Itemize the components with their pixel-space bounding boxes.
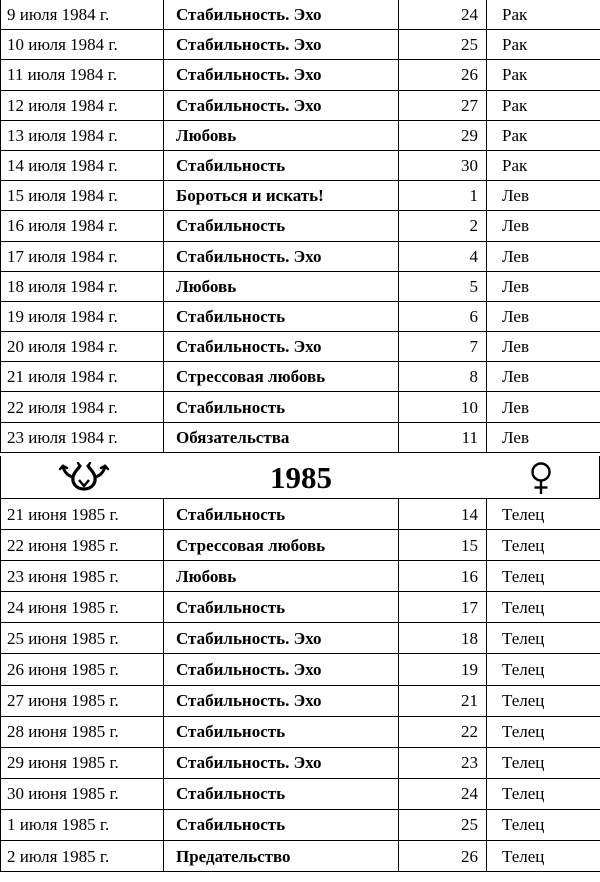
table-row xyxy=(1,747,600,778)
number-cell: 29 xyxy=(399,120,487,150)
number-cell: 18 xyxy=(399,623,487,654)
table-row xyxy=(1,332,600,362)
date-cell: 22 июля 1984 г. xyxy=(1,392,164,422)
number-cell: 25 xyxy=(399,809,487,840)
date-cell: 26 июня 1985 г. xyxy=(1,654,164,685)
date-cell: 13 июля 1984 г. xyxy=(1,120,164,150)
description-cell: Любовь xyxy=(164,271,399,301)
zodiac-cell: Телец xyxy=(487,623,600,654)
number-cell: 10 xyxy=(399,392,487,422)
zodiac-cell: Рак xyxy=(487,30,600,60)
number-cell: 6 xyxy=(399,301,487,331)
table-row xyxy=(1,592,600,623)
date-cell: 25 июня 1985 г. xyxy=(1,623,164,654)
date-cell: 1 июля 1985 г. xyxy=(1,809,164,840)
zodiac-cell: Лев xyxy=(487,181,600,211)
description-cell: Стабильность. Эхо xyxy=(164,60,399,90)
zodiac-cell: Телец xyxy=(487,592,600,623)
table-row xyxy=(1,150,600,180)
number-cell: 22 xyxy=(399,716,487,747)
description-cell: Стабильность xyxy=(164,150,399,180)
number-cell: 23 xyxy=(399,747,487,778)
number-cell: 16 xyxy=(399,561,487,592)
zodiac-cell: Телец xyxy=(487,561,600,592)
number-cell: 5 xyxy=(399,271,487,301)
zodiac-cell: Лев xyxy=(487,362,600,392)
table-row xyxy=(1,60,600,90)
date-cell: 14 июля 1984 г. xyxy=(1,150,164,180)
table-row xyxy=(1,716,600,747)
date-cell: 15 июля 1984 г. xyxy=(1,181,164,211)
date-cell: 20 июля 1984 г. xyxy=(1,332,164,362)
table-row xyxy=(1,561,600,592)
number-cell: 25 xyxy=(399,30,487,60)
table-row xyxy=(1,841,600,872)
table-row xyxy=(1,90,600,120)
table-row xyxy=(1,778,600,809)
description-cell: Стабильность. Эхо xyxy=(164,90,399,120)
number-cell: 11 xyxy=(399,422,487,452)
description-cell: Бороться и искать! xyxy=(164,181,399,211)
table-row xyxy=(1,654,600,685)
zodiac-cell: Телец xyxy=(487,499,600,530)
description-cell: Стабильность xyxy=(164,301,399,331)
description-cell: Стрессовая любовь xyxy=(164,362,399,392)
zodiac-cell: Телец xyxy=(487,809,600,840)
number-cell: 15 xyxy=(399,530,487,561)
zodiac-cell: Лев xyxy=(487,392,600,422)
zodiac-cell: Телец xyxy=(487,530,600,561)
table-row xyxy=(1,422,600,452)
number-cell: 26 xyxy=(399,841,487,872)
number-cell: 24 xyxy=(399,778,487,809)
description-cell: Любовь xyxy=(164,120,399,150)
zodiac-cell: Рак xyxy=(487,90,600,120)
description-cell: Стабильность. Эхо xyxy=(164,0,399,30)
description-cell: Стабильность. Эхо xyxy=(164,241,399,271)
table-row xyxy=(1,685,600,716)
description-cell: Стабильность. Эхо xyxy=(164,332,399,362)
table-row xyxy=(1,301,600,331)
date-cell: 23 июля 1984 г. xyxy=(1,422,164,452)
date-cell: 9 июля 1984 г. xyxy=(1,0,164,30)
table-row xyxy=(1,499,600,530)
number-cell: 1 xyxy=(399,181,487,211)
zodiac-cell: Рак xyxy=(487,60,600,90)
description-cell: Стабильность xyxy=(164,392,399,422)
description-cell: Стабильность xyxy=(164,592,399,623)
date-cell: 21 июня 1985 г. xyxy=(1,499,164,530)
date-cell: 23 июня 1985 г. xyxy=(1,561,164,592)
description-cell: Стабильность xyxy=(164,778,399,809)
table-row xyxy=(1,0,600,30)
zodiac-cell: Рак xyxy=(487,150,600,180)
date-cell: 30 июня 1985 г. xyxy=(1,778,164,809)
zodiac-cell: Телец xyxy=(487,716,600,747)
description-cell: Стабильность. Эхо xyxy=(164,623,399,654)
number-cell: 21 xyxy=(399,685,487,716)
number-cell: 26 xyxy=(399,60,487,90)
description-cell: Стабильность xyxy=(164,499,399,530)
zodiac-cell: Телец xyxy=(487,654,600,685)
description-cell: Стабильность. Эхо xyxy=(164,685,399,716)
zodiac-cell: Лев xyxy=(487,211,600,241)
description-cell: Стабильность. Эхо xyxy=(164,30,399,60)
date-cell: 27 июня 1985 г. xyxy=(1,685,164,716)
table-row xyxy=(1,530,600,561)
table-row xyxy=(1,623,600,654)
date-cell: 29 июня 1985 г. xyxy=(1,747,164,778)
number-cell: 2 xyxy=(399,211,487,241)
date-cell: 19 июля 1984 г. xyxy=(1,301,164,331)
date-cell: 28 июня 1985 г. xyxy=(1,716,164,747)
description-cell: Стабильность xyxy=(164,809,399,840)
date-cell: 16 июля 1984 г. xyxy=(1,211,164,241)
table-row xyxy=(1,30,600,60)
zodiac-cell: Рак xyxy=(487,0,600,30)
table-row xyxy=(1,392,600,422)
table-row xyxy=(1,120,600,150)
venus-symbol-icon xyxy=(528,461,554,495)
year-title: 1985 xyxy=(270,460,332,495)
number-cell: 4 xyxy=(399,241,487,271)
date-cell: 18 июля 1984 г. xyxy=(1,271,164,301)
number-cell: 17 xyxy=(399,592,487,623)
zodiac-cell: Лев xyxy=(487,271,600,301)
number-cell: 30 xyxy=(399,150,487,180)
number-cell: 24 xyxy=(399,0,487,30)
table-row xyxy=(1,809,600,840)
table-row xyxy=(1,211,600,241)
zodiac-cell: Лев xyxy=(487,332,600,362)
description-cell: Обязательства xyxy=(164,422,399,452)
number-cell: 19 xyxy=(399,654,487,685)
date-cell: 17 июля 1984 г. xyxy=(1,241,164,271)
description-cell: Предательство xyxy=(164,841,399,872)
table-row xyxy=(1,241,600,271)
zodiac-cell: Рак xyxy=(487,120,600,150)
description-cell: Стабильность xyxy=(164,211,399,241)
table-row xyxy=(1,181,600,211)
year-header xyxy=(0,456,600,498)
description-cell: Стабильность. Эхо xyxy=(164,654,399,685)
table-row xyxy=(1,271,600,301)
description-cell: Любовь xyxy=(164,561,399,592)
date-cell: 10 июля 1984 г. xyxy=(1,30,164,60)
zodiac-cell: Телец xyxy=(487,747,600,778)
zodiac-cell: Телец xyxy=(487,685,600,716)
number-cell: 27 xyxy=(399,90,487,120)
date-cell: 21 июля 1984 г. xyxy=(1,362,164,392)
date-cell: 22 июня 1985 г. xyxy=(1,530,164,561)
description-cell: Стабильность xyxy=(164,716,399,747)
zodiac-cell: Телец xyxy=(487,841,600,872)
table-row xyxy=(1,362,600,392)
number-cell: 7 xyxy=(399,332,487,362)
table-1985 xyxy=(0,498,600,872)
zodiac-cell: Лев xyxy=(487,241,600,271)
description-cell: Стабильность. Эхо xyxy=(164,747,399,778)
number-cell: 14 xyxy=(399,499,487,530)
date-cell: 2 июля 1985 г. xyxy=(1,841,164,872)
date-cell: 24 июня 1985 г. xyxy=(1,592,164,623)
number-cell: 8 xyxy=(399,362,487,392)
zodiac-cell: Лев xyxy=(487,301,600,331)
date-cell: 11 июля 1984 г. xyxy=(1,60,164,90)
description-cell: Стрессовая любовь xyxy=(164,530,399,561)
zodiac-cell: Телец xyxy=(487,778,600,809)
zodiac-cell: Лев xyxy=(487,422,600,452)
date-cell: 12 июля 1984 г. xyxy=(1,90,164,120)
